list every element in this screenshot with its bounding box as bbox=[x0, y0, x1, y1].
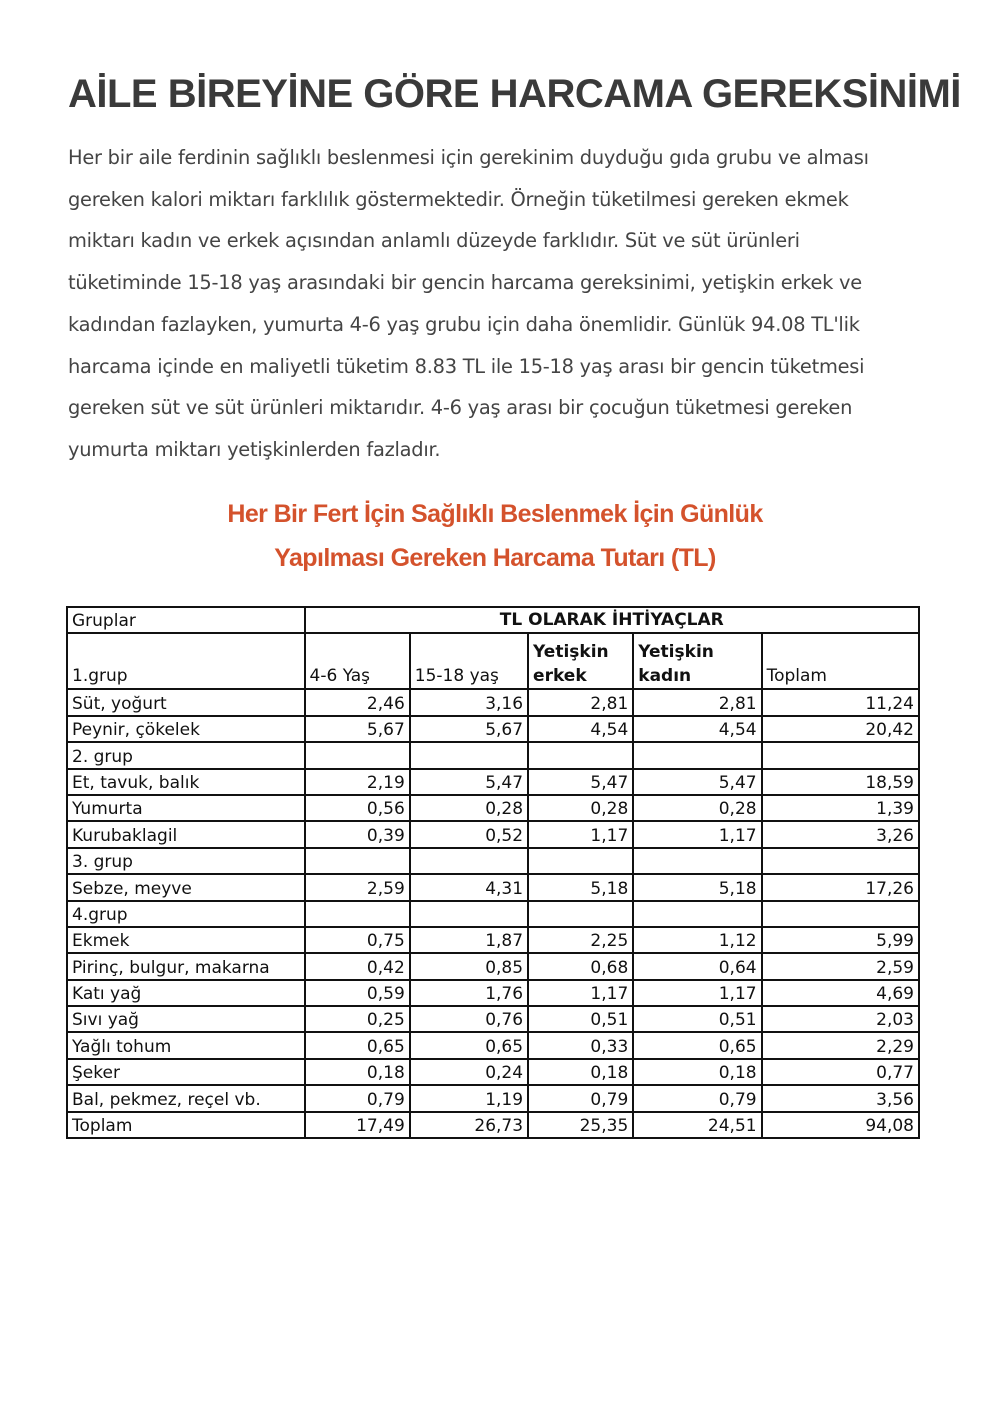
column-header: 4-6 Yaş bbox=[305, 633, 410, 689]
table-cell: 2,81 bbox=[633, 689, 761, 715]
table-cell: 2,81 bbox=[528, 689, 633, 715]
table-cell: 5,99 bbox=[762, 927, 919, 953]
table-cell bbox=[762, 901, 919, 927]
intro-line: kadından fazlayken, yumurta 4-6 yaş grubu için daha önemlidir. Günlük 94.08 TL'lik bbox=[68, 312, 860, 336]
table-cell bbox=[633, 742, 761, 768]
table-cell: 0,28 bbox=[633, 795, 761, 821]
table-cell bbox=[410, 848, 528, 874]
table-cell: 0,42 bbox=[305, 953, 410, 979]
table-cell: 17,26 bbox=[762, 874, 919, 900]
page-title: AİLE BİREYİNE GÖRE HARCAMA GEREKSİNİMİ bbox=[68, 72, 961, 116]
table-cell: 5,47 bbox=[528, 769, 633, 795]
table-cell: 1,39 bbox=[762, 795, 919, 821]
table-caption bbox=[0, 492, 990, 580]
table-row bbox=[67, 716, 919, 742]
table-row bbox=[67, 874, 919, 900]
table-cell: 2,25 bbox=[528, 927, 633, 953]
table-cell: 0,52 bbox=[410, 821, 528, 847]
table-cell: 0,51 bbox=[528, 1006, 633, 1032]
table-cell bbox=[305, 742, 410, 768]
row-label: Yumurta bbox=[67, 795, 305, 821]
table-cell: 0,64 bbox=[633, 953, 761, 979]
table-cell: 5,67 bbox=[305, 716, 410, 742]
row-label: Et, tavuk, balık bbox=[67, 769, 305, 795]
table-cell bbox=[305, 901, 410, 927]
row-label: Sıvı yağ bbox=[67, 1006, 305, 1032]
table-row bbox=[67, 848, 919, 874]
table-cell: 25,35 bbox=[528, 1112, 633, 1138]
table-cell: 0,75 bbox=[305, 927, 410, 953]
table-cell: 24,51 bbox=[633, 1112, 761, 1138]
table-cell: 0,79 bbox=[633, 1085, 761, 1111]
table-cell: 0,18 bbox=[633, 1059, 761, 1085]
table-row bbox=[67, 689, 919, 715]
table-cell: 11,24 bbox=[762, 689, 919, 715]
table-row bbox=[67, 742, 919, 768]
table-cell: 26,73 bbox=[410, 1112, 528, 1138]
table-cell: 5,47 bbox=[410, 769, 528, 795]
table-cell: 20,42 bbox=[762, 716, 919, 742]
table-cell: 1,19 bbox=[410, 1085, 528, 1111]
table-cell: 0,39 bbox=[305, 821, 410, 847]
table-cell: 5,18 bbox=[528, 874, 633, 900]
table-cell: 4,31 bbox=[410, 874, 528, 900]
table-row bbox=[67, 901, 919, 927]
table-cell: 0,65 bbox=[410, 1032, 528, 1058]
table-cell: 0,56 bbox=[305, 795, 410, 821]
table-cell: 0,59 bbox=[305, 980, 410, 1006]
row-label: 3. grup bbox=[67, 848, 305, 874]
column-header: Yetişkin erkek bbox=[528, 633, 633, 689]
table-cell: 0,65 bbox=[633, 1032, 761, 1058]
table-cell: 0,51 bbox=[633, 1006, 761, 1032]
table-cell: 0,24 bbox=[410, 1059, 528, 1085]
intro-line: miktarı kadın ve erkek açısından anlamlı düzeyde farklıdır. Süt ve süt ürünleri bbox=[68, 229, 800, 253]
table-cell: 3,16 bbox=[410, 689, 528, 715]
table-cell bbox=[633, 901, 761, 927]
intro-line: Her bir aile ferdinin sağlıklı beslenmesi için gerekinim duyduğu gıda grubu ve alması bbox=[68, 146, 869, 169]
table-cell bbox=[633, 848, 761, 874]
table-cell: 0,77 bbox=[762, 1059, 919, 1085]
table-row bbox=[67, 769, 919, 795]
table-row bbox=[67, 821, 919, 847]
table-cell bbox=[762, 742, 919, 768]
table-cell: 0,79 bbox=[305, 1085, 410, 1111]
row-label: Süt, yoğurt bbox=[67, 689, 305, 715]
table-cell: 0,25 bbox=[305, 1006, 410, 1032]
table-cell: 2,03 bbox=[762, 1006, 919, 1032]
table-row bbox=[67, 1112, 919, 1138]
table-cell: 0,76 bbox=[410, 1006, 528, 1032]
span-header: TL OLARAK İHTİYAÇLAR bbox=[305, 607, 919, 633]
corner-label: Gruplar bbox=[67, 607, 305, 633]
column-header: Toplam bbox=[762, 633, 919, 689]
table-cell bbox=[410, 742, 528, 768]
row-label: Sebze, meyve bbox=[67, 874, 305, 900]
table-cell: 3,26 bbox=[762, 821, 919, 847]
table-cell: 1,17 bbox=[528, 980, 633, 1006]
row-label: Ekmek bbox=[67, 927, 305, 953]
table-cell: 5,18 bbox=[633, 874, 761, 900]
table-cell bbox=[528, 742, 633, 768]
column-header: 15-18 yaş bbox=[410, 633, 528, 689]
table-cell: 5,47 bbox=[633, 769, 761, 795]
table-row bbox=[67, 1085, 919, 1111]
table-row bbox=[67, 953, 919, 979]
table-row bbox=[67, 1059, 919, 1085]
table-cell: 2,29 bbox=[762, 1032, 919, 1058]
intro-line: harcama içinde en maliyetli tüketim 8.83 TL ile 15-18 yaş arası bir gencin tüketmesi bbox=[68, 354, 865, 378]
table-cell: 0,28 bbox=[528, 795, 633, 821]
row-label: Bal, pekmez, reçel vb. bbox=[67, 1085, 305, 1111]
table-cell: 1,12 bbox=[633, 927, 761, 953]
table-cell: 1,17 bbox=[528, 821, 633, 847]
row-label: 2. grup bbox=[67, 742, 305, 768]
table-header-row bbox=[67, 633, 919, 689]
table-cell: 1,17 bbox=[633, 821, 761, 847]
row-label: Şeker bbox=[67, 1059, 305, 1085]
table-cell: 1,76 bbox=[410, 980, 528, 1006]
table-row bbox=[67, 1032, 919, 1058]
table-cell: 17,49 bbox=[305, 1112, 410, 1138]
table-cell: 4,54 bbox=[633, 716, 761, 742]
table-cell: 5,67 bbox=[410, 716, 528, 742]
table-cell: 2,59 bbox=[305, 874, 410, 900]
table-cell: 1,87 bbox=[410, 927, 528, 953]
table-row bbox=[67, 1006, 919, 1032]
table-cell: 0,18 bbox=[305, 1059, 410, 1085]
table-cell: 0,85 bbox=[410, 953, 528, 979]
table-cell bbox=[762, 848, 919, 874]
table-caption-line: Yapılması Gereken Harcama Tutarı (TL) bbox=[274, 544, 716, 572]
table-cell: 0,68 bbox=[528, 953, 633, 979]
expense-table bbox=[66, 606, 920, 1139]
table-cell: 4,54 bbox=[528, 716, 633, 742]
table-row bbox=[67, 980, 919, 1006]
table-cell: 1,17 bbox=[633, 980, 761, 1006]
table-cell: 94,08 bbox=[762, 1112, 919, 1138]
table-cell: 0,18 bbox=[528, 1059, 633, 1085]
table-cell: 0,65 bbox=[305, 1032, 410, 1058]
table-row bbox=[67, 927, 919, 953]
intro-line: gereken süt ve süt ürünleri miktarıdır. 4-6 yaş arası bir çocuğun tüketmesi gereken bbox=[68, 396, 853, 420]
table-caption-line: Her Bir Fert İçin Sağlıklı Beslenmek İçin Günlük bbox=[227, 500, 763, 528]
table-cell: 4,69 bbox=[762, 980, 919, 1006]
table-cell: 0,79 bbox=[528, 1085, 633, 1111]
table-cell: 0,28 bbox=[410, 795, 528, 821]
row-label: Peynir, çökelek bbox=[67, 716, 305, 742]
intro-paragraph bbox=[68, 137, 928, 471]
table-cell: 2,46 bbox=[305, 689, 410, 715]
intro-line: yumurta miktarı yetişkinlerden fazladır. bbox=[68, 437, 441, 461]
row-label: Yağlı tohum bbox=[67, 1032, 305, 1058]
table-cell bbox=[410, 901, 528, 927]
table-cell: 2,59 bbox=[762, 953, 919, 979]
intro-line: gereken kalori miktarı farklılık göstermektedir. Örneğin tüketilmesi gereken ekmek bbox=[68, 187, 849, 211]
row-label: Katı yağ bbox=[67, 980, 305, 1006]
table-row bbox=[67, 795, 919, 821]
column-header: Yetişkin kadın bbox=[633, 633, 761, 689]
table-cell: 2,19 bbox=[305, 769, 410, 795]
row-label: Toplam bbox=[67, 1112, 305, 1138]
row-label: Pirinç, bulgur, makarna bbox=[67, 953, 305, 979]
row-label: Kurubaklagil bbox=[67, 821, 305, 847]
row-label: 4.grup bbox=[67, 901, 305, 927]
table-cell: 18,59 bbox=[762, 769, 919, 795]
table-cell: 3,56 bbox=[762, 1085, 919, 1111]
table-cell bbox=[528, 848, 633, 874]
first-column-header: 1.grup bbox=[67, 633, 305, 689]
table-cell bbox=[305, 848, 410, 874]
table-cell: 0,33 bbox=[528, 1032, 633, 1058]
table-header-row-top bbox=[67, 607, 919, 633]
table-cell bbox=[528, 901, 633, 927]
intro-line: tüketiminde 15-18 yaş arasındaki bir gencin harcama gereksinimi, yetişkin erkek ve bbox=[68, 271, 862, 295]
